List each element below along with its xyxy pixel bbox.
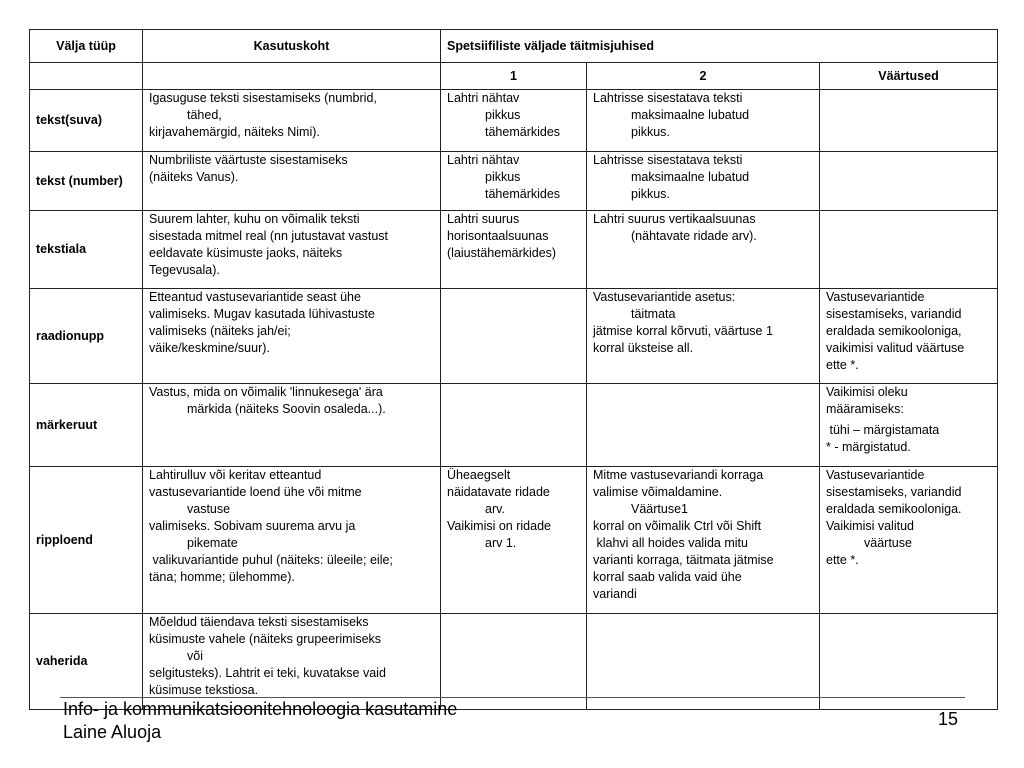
text-line: Vastusevariantide: [826, 468, 925, 482]
text-line: Tegevusala).: [149, 263, 220, 277]
text-line: Vaikimisi valitud: [826, 519, 914, 533]
text-line: klahvi all hoides valida mitu: [593, 536, 748, 550]
subheader-empty-type: [30, 63, 143, 90]
text-line: korral on võimalik Ctrl või Shift: [593, 519, 762, 533]
text-line: kirjavahemärgid, näiteks Nimi).: [149, 125, 320, 139]
text-line: väärtuse: [864, 536, 912, 550]
table-row: [30, 467, 998, 614]
text-line: Lahtri nähtav: [447, 91, 520, 105]
field-type-cell: [30, 467, 143, 614]
instruction-2-cell: [587, 152, 820, 211]
text-line: tühi – märgistamata: [826, 423, 940, 437]
text-line: või: [187, 649, 203, 663]
text-line: maksimaalne lubatud: [631, 170, 750, 184]
page-number: 15: [938, 709, 959, 729]
usage-cell: [143, 467, 441, 614]
text-line: Lahtri nähtav: [447, 153, 520, 167]
text-line: pikkus.: [631, 187, 670, 201]
text-line: Lahtrisse sisestatava teksti: [593, 153, 743, 167]
text-line: pikkus: [485, 108, 521, 122]
instruction-2-cell: [587, 90, 820, 152]
text-line: eraldada semikooloniga,: [826, 324, 962, 338]
text-line: korral saab valida vaid ühe: [593, 570, 742, 584]
instruction-1-cell: [441, 289, 587, 384]
text-line: variandi: [593, 587, 637, 601]
instruction-2-cell: [587, 467, 820, 614]
text-line: selgitusteks). Lahtrit ei teki, kuvatakse vaid: [149, 666, 386, 680]
text-line: sisestamiseks, variandid: [826, 485, 962, 499]
values-cell: [820, 614, 998, 710]
instruction-1-cell: [441, 467, 587, 614]
text-line: vastusevariantide loend ühe või mitme: [149, 485, 362, 499]
text-line: küsimuse tekstiosa.: [149, 683, 259, 697]
field-types-table: [29, 29, 998, 710]
field-type-label: tekst(suva): [36, 113, 102, 127]
text-line: Lahtri suurus: [447, 212, 520, 226]
text-line: valimise võimaldamine.: [593, 485, 723, 499]
text-line: Väärtuse1: [631, 502, 688, 516]
text-line: tähemärkides: [485, 187, 561, 201]
table-row: [30, 384, 998, 467]
subheader-empty-usage: [143, 63, 441, 90]
text-line: arv.: [485, 502, 505, 516]
text-line: Mitme vastusevariandi korraga: [593, 468, 764, 482]
table-row: [30, 289, 998, 384]
usage-cell: [143, 90, 441, 152]
usage-cell: [143, 211, 441, 289]
usage-cell: [143, 384, 441, 467]
table-header-row: [30, 30, 998, 63]
field-type-label: raadionupp: [36, 328, 105, 343]
text-line: Üheaegselt: [447, 468, 511, 482]
text-line: vaikimisi valitud väärtuse: [826, 341, 965, 355]
text-line: * - märgistatud.: [826, 440, 911, 454]
text-line: pikemate: [187, 536, 238, 550]
text-line: väike/keskmine/suur).: [149, 341, 270, 355]
text-line: valimiseks. Sobivam suurema arvu ja: [149, 519, 356, 533]
header-field-type: Välja tüüp: [30, 30, 143, 63]
field-type-label: tekst (number): [36, 173, 123, 188]
subheader-col-2: 2: [587, 63, 820, 90]
instruction-2-cell: [587, 384, 820, 467]
text-line: Numbriliste väärtuste sisestamiseks: [149, 153, 348, 167]
text-line: maksimaalne lubatud: [631, 108, 750, 122]
table-row: [30, 152, 998, 211]
instruction-1-cell: [441, 152, 587, 211]
usage-cell: [143, 152, 441, 211]
text-line: ette *.: [826, 358, 859, 372]
text-line: tähed,: [187, 108, 222, 122]
instruction-2-cell: [587, 211, 820, 289]
text-line: Mõeldud täiendava teksti sisestamiseks: [149, 615, 369, 629]
text-line: sisestamiseks, variandid: [826, 307, 962, 321]
field-type-cell: [30, 90, 143, 152]
table-row: [30, 90, 998, 152]
text-line: Vastus, mida on võimalik 'linnukesega' ära: [149, 385, 383, 399]
values-cell: [820, 384, 998, 467]
usage-cell: [143, 614, 441, 710]
text-line: arv 1.: [485, 536, 517, 550]
text-line: täitmata: [631, 307, 676, 321]
text-line: Lahtrisse sisestatava teksti: [593, 91, 743, 105]
text-line: sisestada mitmel real (nn jutustavat vastust: [149, 229, 388, 243]
text-line: ette *.: [826, 553, 859, 567]
text-line: pikkus.: [631, 125, 670, 139]
instruction-1-cell: [441, 384, 587, 467]
footer-author: Laine Aluoja: [63, 722, 162, 742]
subheader-values: Väärtused: [820, 63, 998, 90]
header-usage: Kasutuskoht: [143, 30, 441, 63]
table-row: [30, 614, 998, 710]
text-line: täna; homme; ülehomme).: [149, 570, 295, 584]
text-line: Lahtri suurus vertikaalsuunas: [593, 212, 756, 226]
instruction-1-cell: [441, 90, 587, 152]
text-line: (näiteks Vanus).: [149, 170, 239, 184]
values-cell: [820, 467, 998, 614]
field-type-label: vaherida: [36, 654, 88, 668]
field-type-label: ripploend: [36, 532, 93, 547]
text-line: Igasuguse teksti sisestamiseks (numbrid,: [149, 91, 377, 105]
text-line: Lahtirulluv või keritav etteantud: [149, 468, 322, 482]
text-line: (nähtavate ridade arv).: [631, 229, 757, 243]
text-line: eeldavate küsimuste jaoks, näiteks: [149, 246, 343, 260]
text-line: jätmise korral kõrvuti, väärtuse 1: [593, 324, 773, 338]
text-line: Vaikimisi oleku: [826, 385, 908, 399]
text-line: (laiustähemärkides): [447, 246, 557, 260]
text-line: märkida (näiteks Soovin osaleda...).: [187, 402, 386, 416]
header-specific-instructions: Spetsiifiliste väljade täitmisjuhised: [441, 30, 998, 63]
text-line: küsimuste vahele (näiteks grupeerimiseks: [149, 632, 382, 646]
instruction-1-cell: [441, 211, 587, 289]
field-type-cell: [30, 289, 143, 384]
subheader-col-1: 1: [441, 63, 587, 90]
text-line: horisontaalsuunas: [447, 229, 549, 243]
text-line: näidatavate ridade: [447, 485, 550, 499]
field-type-label: märkeruut: [36, 417, 98, 432]
text-line: pikkus: [485, 170, 521, 184]
field-type-cell: [30, 152, 143, 211]
text-line: valimiseks. Mugav kasutada lühivastuste: [149, 307, 375, 321]
text-line: valimiseks (näiteks jah/ei;: [149, 324, 291, 338]
text-line: Vastusevariantide asetus:: [593, 290, 736, 304]
field-type-cell: [30, 384, 143, 467]
footer-title: Info- ja kommunikatsioonitehnoloogia kasutamine: [63, 699, 458, 719]
text-line: eraldada semikooloniga.: [826, 502, 962, 516]
table-subheader-row: [30, 63, 998, 90]
field-type-label: tekstiala: [36, 242, 87, 256]
text-line: varianti korraga, täitmata jätmise: [593, 553, 774, 567]
values-cell: [820, 289, 998, 384]
table-row: [30, 211, 998, 289]
instruction-1-cell: [441, 614, 587, 710]
text-line: Etteantud vastusevariantide seast ühe: [149, 290, 361, 304]
text-line: vastuse: [187, 502, 231, 516]
text-line: Suurem lahter, kuhu on võimalik teksti: [149, 212, 360, 226]
field-type-cell: [30, 211, 143, 289]
text-line: määramiseks:: [826, 402, 904, 416]
usage-cell: [143, 289, 441, 384]
field-type-cell: [30, 614, 143, 710]
text-line: korral üksteise all.: [593, 341, 694, 355]
text-line: Vaikimisi on ridade: [447, 519, 551, 533]
instruction-2-cell: [587, 614, 820, 710]
text-line: valikuvariantide puhul (näiteks: üleeile; eile;: [149, 553, 393, 567]
text-line: Vastusevariantide: [826, 290, 925, 304]
values-cell: [820, 152, 998, 211]
values-cell: [820, 211, 998, 289]
text-line: tähemärkides: [485, 125, 561, 139]
instruction-2-cell: [587, 289, 820, 384]
values-cell: [820, 90, 998, 152]
